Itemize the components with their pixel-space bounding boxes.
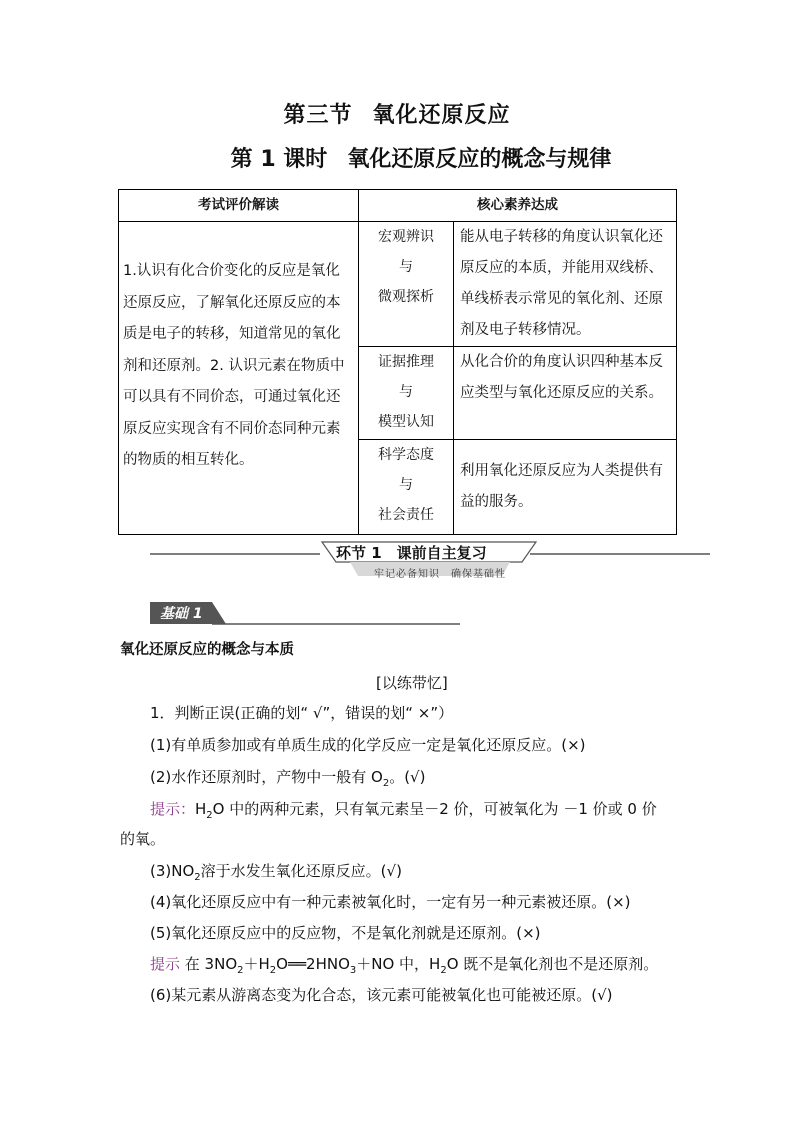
statement-4: (4)氧化还原反应中有一种元素被氧化时，一定有另一种元素被还原。(×) (150, 893, 631, 911)
section-title (0, 98, 794, 129)
category-line: 与 (399, 259, 413, 275)
category-line: 与 (399, 384, 413, 400)
table-desc-cell: 从化合价的角度认识四种基本反应类型与氧化还原反应的关系。 (454, 347, 677, 440)
lesson-topic: 氧化还原反应的概念与规律 (347, 147, 612, 172)
lesson-number: 第 1 课时 (230, 147, 328, 172)
statement-text: (2)水作还原剂时，产物中一般有 O (150, 768, 383, 786)
category-line: 与 (399, 477, 413, 493)
subscript: 2 (237, 965, 244, 976)
section-topic: 氧化还原反应 (372, 103, 511, 128)
hint-text: O 中的两种元素，只有氧元素呈－2 价，可被氧化为 －1 价或 0 价 (212, 800, 657, 818)
hint-text: 在 3NO (180, 955, 238, 973)
section-number: 第三节 (283, 103, 353, 128)
banner-title: 环节 1 课前自主复习 (336, 544, 487, 562)
hint-text: O══2HNO (276, 955, 350, 973)
statement-1: (1)有单质参加或有单质生成的化学反应一定是氧化还原反应。(×) (150, 736, 586, 754)
base-tag-label: 基础 1 (160, 606, 203, 622)
statement-2 (150, 766, 425, 789)
category-line: 社会责任 (378, 507, 434, 523)
practice-label: [以练带忆] (376, 674, 448, 692)
hint-label: 提示： (150, 800, 196, 818)
hint-text: ＋NO 中，H (356, 955, 441, 973)
statement-text: (3)NO (150, 862, 195, 880)
hint-1-continued: 的氧。 (120, 830, 166, 848)
subscript: 2 (382, 778, 390, 789)
category-line: 宏观辨识 (378, 229, 434, 245)
lesson-title (0, 142, 794, 173)
statement-3 (150, 860, 402, 883)
hint-text: ＋H (243, 955, 270, 973)
subscript: 3 (349, 965, 357, 976)
table-header-right: 核心素养达成 (359, 190, 677, 222)
category-line: 模型认知 (378, 414, 434, 430)
section-banner (150, 540, 710, 585)
base-tag (150, 600, 460, 628)
hint-1 (150, 798, 657, 821)
table-header-left: 考试评价解读 (119, 190, 359, 222)
table-category-cell (359, 222, 454, 347)
banner-subtitle: 牢记必备知识 确保基础性 (374, 569, 506, 580)
table-category-cell (359, 347, 454, 440)
hint-label: 提示 (150, 955, 181, 973)
statement-6: (6)某元素从游离态变为化合态，该元素可能被氧化也可能被还原。(√) (150, 986, 613, 1004)
hint-2 (150, 953, 658, 976)
evaluation-table (118, 189, 677, 535)
statement-text: 。(√) (389, 768, 426, 786)
subscript: 2 (194, 872, 201, 883)
subscript: 2 (269, 965, 277, 976)
statement-5: (5)氧化还原反应中的反应物，不是氧化剂就是还原剂。(×) (150, 924, 541, 942)
table-desc-cell: 利用氧化还原反应为人类提供有益的服务。 (454, 440, 677, 535)
table-category-cell (359, 440, 454, 535)
content-heading: 氧化还原反应的概念与本质 (120, 642, 294, 658)
subscript: 2 (440, 965, 447, 976)
hint-text: O 既不是氧化剂也不是还原剂。 (446, 955, 659, 973)
statement-text: 溶于水发生氧化还原反应。(√) (200, 862, 402, 880)
table-desc-cell: 能从电子转移的角度认识氧化还原反应的本质，并能用双线桥、单线桥表示常见的氧化剂、还原剂及电子转移情况。 (454, 222, 677, 347)
question-text: 1．判断正误(正确的划“ √”，错误的划“ ×”） (150, 704, 454, 722)
table-left-text: 1.认识有化合价变化的反应是氧化还原反应，了解氧化还原反应的本质是电子的转移，知道常见的氧化剂和还原剂。2. 认识元素在物质中可以具有不同价态，可通过氧化还原反应实现含有不同价态同种元素的物质的相互转化。 (119, 222, 359, 535)
category-line: 微观探析 (378, 289, 434, 305)
category-line: 科学态度 (378, 447, 434, 463)
hint-text: H (195, 800, 207, 818)
category-line: 证据推理 (378, 354, 434, 370)
subscript: 2 (206, 810, 213, 821)
